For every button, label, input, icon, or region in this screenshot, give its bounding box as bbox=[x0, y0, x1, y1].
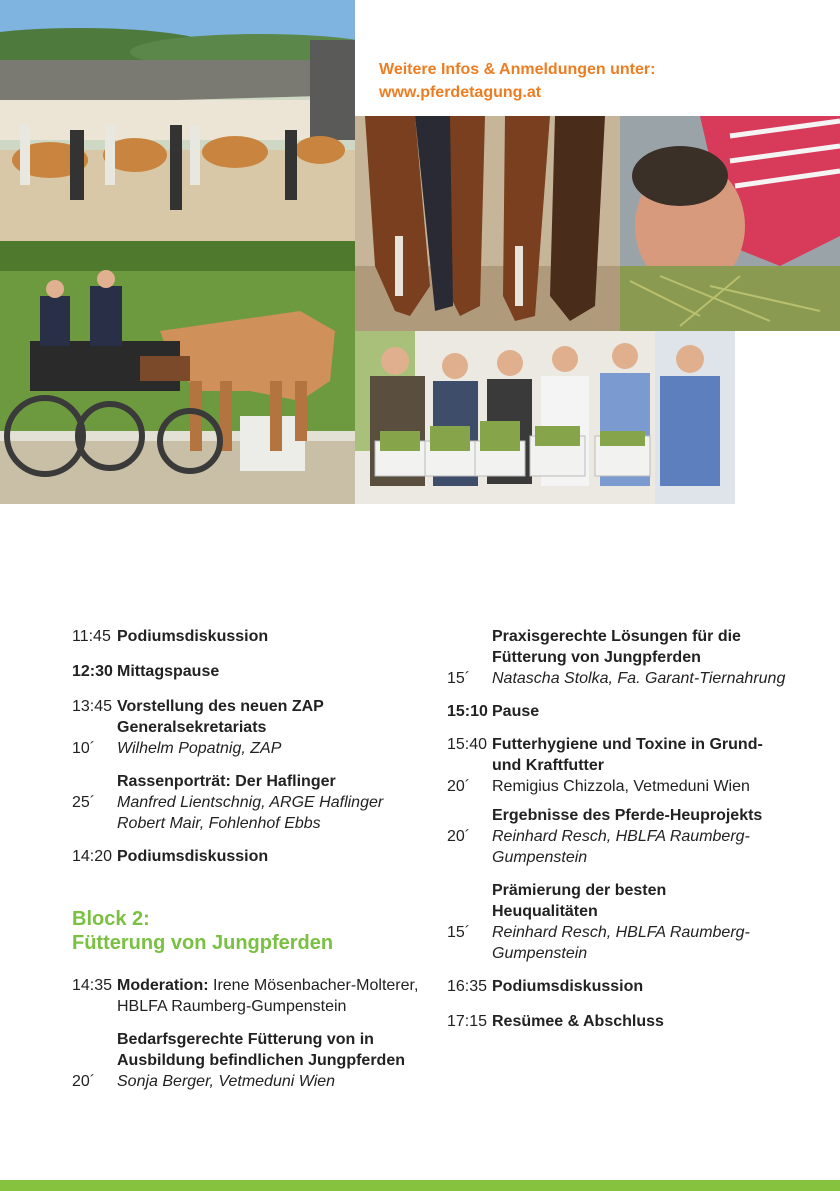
session-title: Podiumsdiskussion bbox=[492, 978, 644, 995]
speaker: Wilhelm Popatnig, ZAP bbox=[117, 740, 282, 757]
duration: 15´ bbox=[447, 670, 471, 687]
schedule-row bbox=[72, 626, 432, 647]
session-title: Praxisgerechte Lösungen für die bbox=[492, 628, 741, 645]
photo-man-smelling-hay bbox=[620, 116, 840, 331]
session-title: Resümee & Abschluss bbox=[492, 1013, 664, 1030]
moderator: Irene Mösenbacher-Molterer, bbox=[208, 977, 419, 994]
session-title: Mittagspause bbox=[117, 663, 220, 680]
session-title: Rassenporträt: Der Haflinger bbox=[117, 773, 336, 790]
session-title: und Kraftfutter bbox=[492, 757, 604, 774]
session-title: Podiumsdiskussion bbox=[117, 848, 269, 865]
info-text: Weitere Infos & Anmeldungen unter: bbox=[379, 61, 656, 78]
speaker: Gumpenstein bbox=[492, 849, 588, 866]
session-title: Bedarfsgerechte Fütterung von in bbox=[117, 1031, 374, 1048]
speaker: Natascha Stolka, Fa. Garant-Tiernahrung bbox=[492, 670, 786, 687]
website-link[interactable]: www.pferdetagung.at bbox=[379, 84, 542, 101]
speaker: Robert Mair, Fohlenhof Ebbs bbox=[117, 815, 321, 832]
time: 17:15 bbox=[447, 1013, 488, 1030]
session-title: Heuqualitäten bbox=[492, 903, 598, 920]
moderation-label: Moderation: bbox=[117, 977, 209, 994]
schedule-row bbox=[447, 805, 807, 826]
schedule-row bbox=[72, 846, 432, 867]
moderation bbox=[117, 975, 432, 996]
speaker-row bbox=[447, 668, 807, 689]
speaker: Gumpenstein bbox=[492, 945, 588, 962]
photo-team-with-hay-samples bbox=[355, 331, 735, 504]
time: 16:35 bbox=[447, 978, 488, 995]
session-title: Podiumsdiskussion bbox=[117, 628, 269, 645]
schedule-row bbox=[447, 880, 807, 922]
speaker-row bbox=[72, 738, 432, 759]
time: 15:40 bbox=[447, 736, 488, 753]
moderator-affiliation: HBLFA Raumberg-Gumpenstein bbox=[117, 998, 347, 1015]
duration: 25´ bbox=[72, 794, 96, 811]
schedule-row bbox=[447, 976, 807, 997]
speaker-row bbox=[447, 826, 807, 868]
speaker-row bbox=[447, 776, 807, 797]
info-block bbox=[379, 58, 655, 104]
schedule-left-column bbox=[72, 626, 432, 1092]
photo-haflinger-show bbox=[0, 0, 355, 241]
session-title: Ausbildung befindlichen Jungpferden bbox=[117, 1052, 405, 1069]
session-title: Fütterung von Jungpferden bbox=[492, 649, 701, 666]
speaker: Reinhard Resch, HBLFA Raumberg- bbox=[492, 828, 750, 845]
speaker: Manfred Lientschnig, ARGE Haflinger bbox=[117, 794, 384, 811]
speaker-row bbox=[72, 1071, 432, 1092]
photo-horses-eating bbox=[355, 116, 620, 331]
block-heading: Block 2: Fütterung von Jungpferden bbox=[72, 908, 334, 954]
time: 14:20 bbox=[72, 848, 113, 865]
speaker-row bbox=[447, 922, 807, 964]
bottom-color-bar bbox=[0, 1180, 840, 1191]
schedule-row bbox=[72, 1029, 432, 1071]
speaker: Reinhard Resch, HBLFA Raumberg- bbox=[492, 924, 750, 941]
schedule-row bbox=[72, 975, 432, 1017]
speaker-row bbox=[72, 792, 432, 834]
schedule-row bbox=[447, 1011, 807, 1032]
duration: 20´ bbox=[447, 828, 471, 845]
time: 13:45 bbox=[72, 698, 113, 715]
duration: 15´ bbox=[447, 924, 471, 941]
speaker: Sonja Berger, Vetmeduni Wien bbox=[117, 1073, 336, 1090]
schedule-row bbox=[447, 626, 807, 668]
time: 12:30 bbox=[72, 663, 113, 680]
time: 11:45 bbox=[72, 628, 111, 645]
time: 14:35 bbox=[72, 977, 113, 994]
session-title: Ergebnisse des Pferde-Heuprojekts bbox=[492, 807, 763, 824]
time: 15:10 bbox=[447, 703, 488, 720]
duration: 10´ bbox=[72, 740, 96, 757]
session-title: Prämierung der besten bbox=[492, 882, 667, 899]
photo-carriage-driving bbox=[0, 241, 355, 504]
duration: 20´ bbox=[72, 1073, 96, 1090]
duration: 20´ bbox=[447, 778, 471, 795]
schedule-right-column bbox=[447, 626, 807, 1032]
schedule-row bbox=[447, 701, 807, 722]
schedule-row bbox=[447, 734, 807, 776]
session-title: Vorstellung des neuen ZAP bbox=[117, 698, 324, 715]
schedule-row bbox=[72, 696, 432, 738]
session-title: Futterhygiene und Toxine in Grund- bbox=[492, 736, 763, 753]
session-title: Generalsekretariats bbox=[117, 719, 267, 736]
schedule-row bbox=[72, 661, 432, 682]
speaker: Remigius Chizzola, Vetmeduni Wien bbox=[492, 778, 750, 795]
session-title: Pause bbox=[492, 703, 540, 720]
schedule-row bbox=[72, 771, 432, 792]
